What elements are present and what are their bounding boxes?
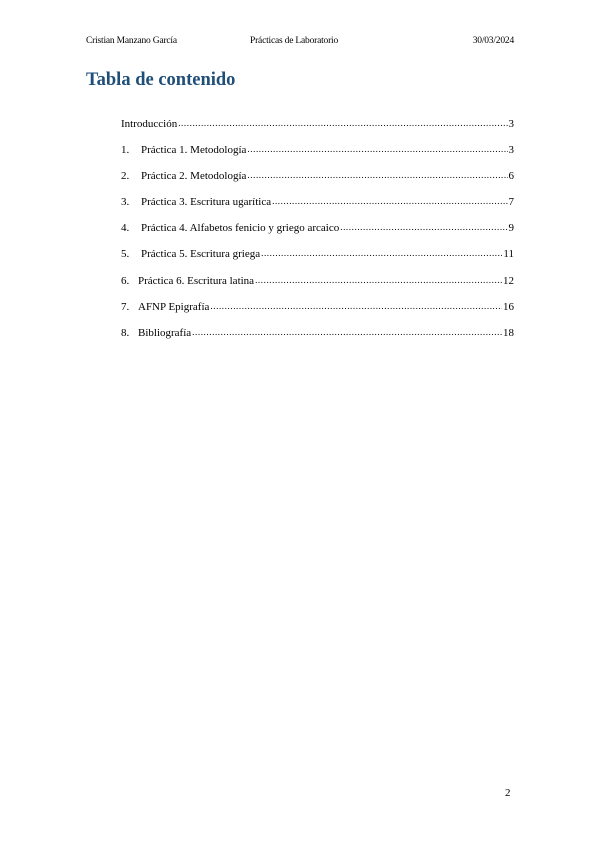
toc-leader-dots [210,299,502,313]
toc-entry-number: 6. [121,274,130,287]
toc-entry-page: 12 [503,274,514,287]
toc-entry-page: 3 [508,118,514,130]
header-date: 30/03/2024 [472,36,514,46]
toc-entry-page: 3 [508,144,514,157]
toc-entry-page: 16 [503,300,514,313]
toc-leader-dots [255,273,502,287]
toc-entry-number: 2. [121,170,130,183]
toc-entry-practica-2[interactable] [121,169,514,195]
toc-leader-dots [192,325,502,339]
toc-entry-page: 9 [508,222,514,235]
toc-entry-text: AFNP Epigrafía [138,300,210,313]
toc-entry-page: 7 [508,196,514,209]
toc-entry-text: Práctica 1. Metodología [141,144,247,157]
toc-entry-practica-4[interactable] [121,221,514,247]
toc-entry-introduccion[interactable] [121,117,514,143]
toc-entry-number: 8. [121,326,130,339]
toc-entry-practica-6[interactable] [121,274,514,300]
toc-entry-afnp-epigrafia[interactable] [121,300,514,326]
toc-entry-page: 6 [508,170,514,183]
header-author: Cristian Manzano García [86,36,177,46]
toc-entry-practica-3[interactable] [121,195,514,221]
toc-entry-number: 3. [121,196,130,209]
toc-entry-text: Práctica 4. Alfabetos fenicio y griego arcaico [141,222,340,235]
toc-entry-text: Práctica 6. Escritura latina [138,274,255,287]
toc-leader-dots [272,194,507,208]
toc-leader-dots [340,220,507,234]
toc-entry-number: 4. [121,222,130,235]
toc-entry-text: Introducción [121,118,178,130]
toc-entry-page: 18 [503,326,514,339]
toc-leader-dots [178,116,507,130]
toc-entry-number: 1. [121,144,130,157]
toc-entry-text: Práctica 3. Escritura ugarítica [141,196,272,209]
toc-entry-bibliografia[interactable] [121,326,514,352]
toc-leader-dots [247,142,507,156]
toc-heading: Tabla de contenido [86,70,236,90]
toc-entry-practica-1[interactable] [121,143,514,169]
toc-entry-number: 5. [121,248,130,261]
toc-entry-number: 7. [121,300,130,313]
table-of-contents [121,117,514,352]
toc-entry-text: Bibliografía [138,326,192,339]
toc-entry-practica-5[interactable] [121,247,514,273]
header-title: Prácticas de Laboratorio [250,36,339,46]
page-header [86,36,514,50]
toc-entry-text: Práctica 5. Escritura griega [141,248,261,261]
toc-leader-dots [261,246,502,260]
footer-page-number: 2 [505,787,511,799]
toc-entry-text: Práctica 2. Metodología [141,170,247,183]
toc-entry-page: 11 [503,248,514,261]
toc-leader-dots [247,168,507,182]
